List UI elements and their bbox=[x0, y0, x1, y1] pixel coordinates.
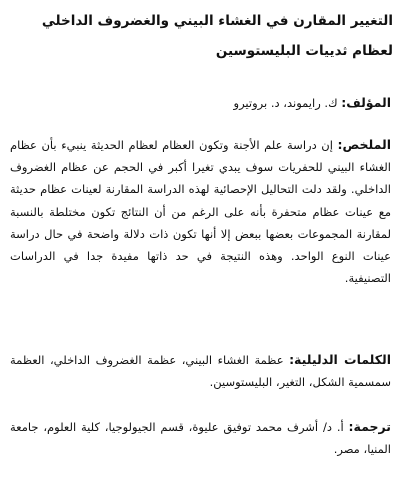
abstract-label: الملخص: bbox=[337, 137, 392, 152]
article-title: التغيير المقارن في الغشاء البيني والغضروف الداخلي لعظام ثدييات البليستوسين bbox=[41, 13, 393, 59]
author-section bbox=[10, 92, 391, 114]
translation-text: أ. د/ أشرف محمد توفيق عليوة، قسم الجيولوجيا، كلية العلوم، جامعة المنيا، مصر. bbox=[10, 420, 391, 457]
keywords-section bbox=[10, 349, 391, 393]
translation-section bbox=[10, 416, 391, 460]
abstract-text: إن دراسة علم الأجنة وتكون العظام لعظام الحديثة ينبيء بأن عظام الغشاء البيني للحفريات سوف يبدي تغيرا أكبر في الحجم عن عظام الغضروف الداخلي. ولقد دلت التحاليل الإحصائية لهذه الدراسة المقارنة لعينات عظام حديثة مع عينات عظام متحفرة بأنه على الرغم من أن النتائج تكون مختلطة بالنسبة لمقارنة المجموعات بعضها ببعض إلا أنها تكون ذات دلالة واضحة في حال دراسة عينات النوع الواحد. وهذه النتيجة في حد ذاتها مفيدة جدا في الدراسات التصنيفية. bbox=[10, 138, 391, 286]
author-names: ك. رايموند، د. بروتيرو bbox=[233, 96, 338, 110]
keywords-label: الكلمات الدليلية: bbox=[289, 352, 391, 367]
author-label: المؤلف: bbox=[341, 95, 391, 110]
translation-label: ترجمة: bbox=[348, 419, 391, 434]
abstract-section bbox=[10, 134, 391, 289]
keywords-text: عظمة الغشاء البيني، عظمة الغضروف الداخلي، العظمة سمسمية الشكل، التغير، البليستوسين. bbox=[10, 353, 391, 390]
